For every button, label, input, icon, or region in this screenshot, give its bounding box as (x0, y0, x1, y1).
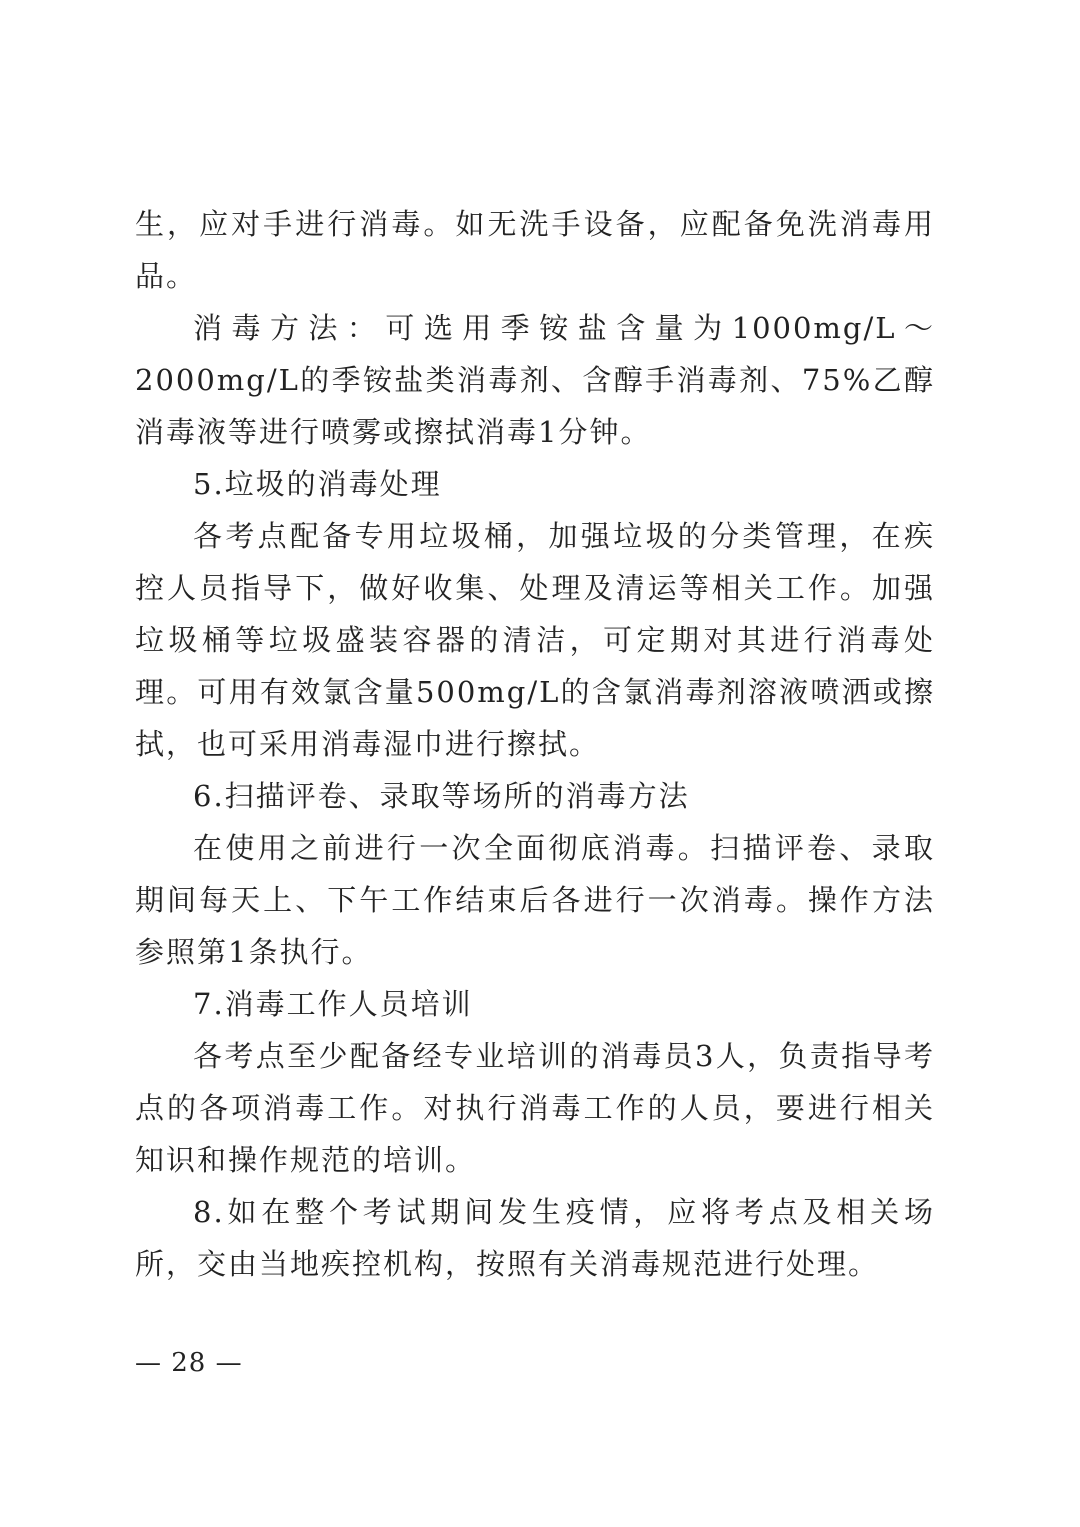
paragraph-continuation: 生，应对手进行消毒。如无洗手设备，应配备免洗消毒用品。 (135, 207, 935, 293)
paragraph-staff-training: 各考点至少配备经专业培训的消毒员3人，负责指导考点的各项消毒工作。对执行消毒工作的人员，要进行相关知识和操作规范的培训。 (135, 1039, 935, 1177)
paragraph-outbreak-handling: 8.如在整个考试期间发生疫情，应将考点及相关场所，交由当地疾控机构，按照有关消毒规范进行处理。 (135, 1195, 935, 1281)
page-number: — 28 — (135, 1348, 243, 1378)
section-heading-7: 7.消毒工作人员培训 (193, 987, 473, 1021)
section-heading-5: 5.垃圾的消毒处理 (193, 467, 442, 501)
paragraph-scanning-disinfection: 在使用之前进行一次全面彻底消毒。扫描评卷、录取期间每天上、下午工作结束后各进行一次消毒。操作方法参照第1条执行。 (135, 831, 935, 969)
section-heading-6: 6.扫描评卷、录取等场所的消毒方法 (193, 779, 690, 813)
paragraph-disinfection-method: 消毒方法：可选用季铵盐含量为1000mg/L～2000mg/L的季铵盐类消毒剂、含醇手消毒剂、75%乙醇消毒液等进行喷雾或擦拭消毒1分钟。 (135, 311, 935, 449)
document-body (135, 198, 935, 1290)
paragraph-garbage-disposal: 各考点配备专用垃圾桶，加强垃圾的分类管理，在疾控人员指导下，做好收集、处理及清运等相关工作。加强垃圾桶等垃圾盛装容器的清洁，可定期对其进行消毒处理。可用有效氯含量500mg/L的含氯消毒剂溶液喷洒或擦拭，也可采用消毒湿巾进行擦拭。 (135, 519, 935, 761)
